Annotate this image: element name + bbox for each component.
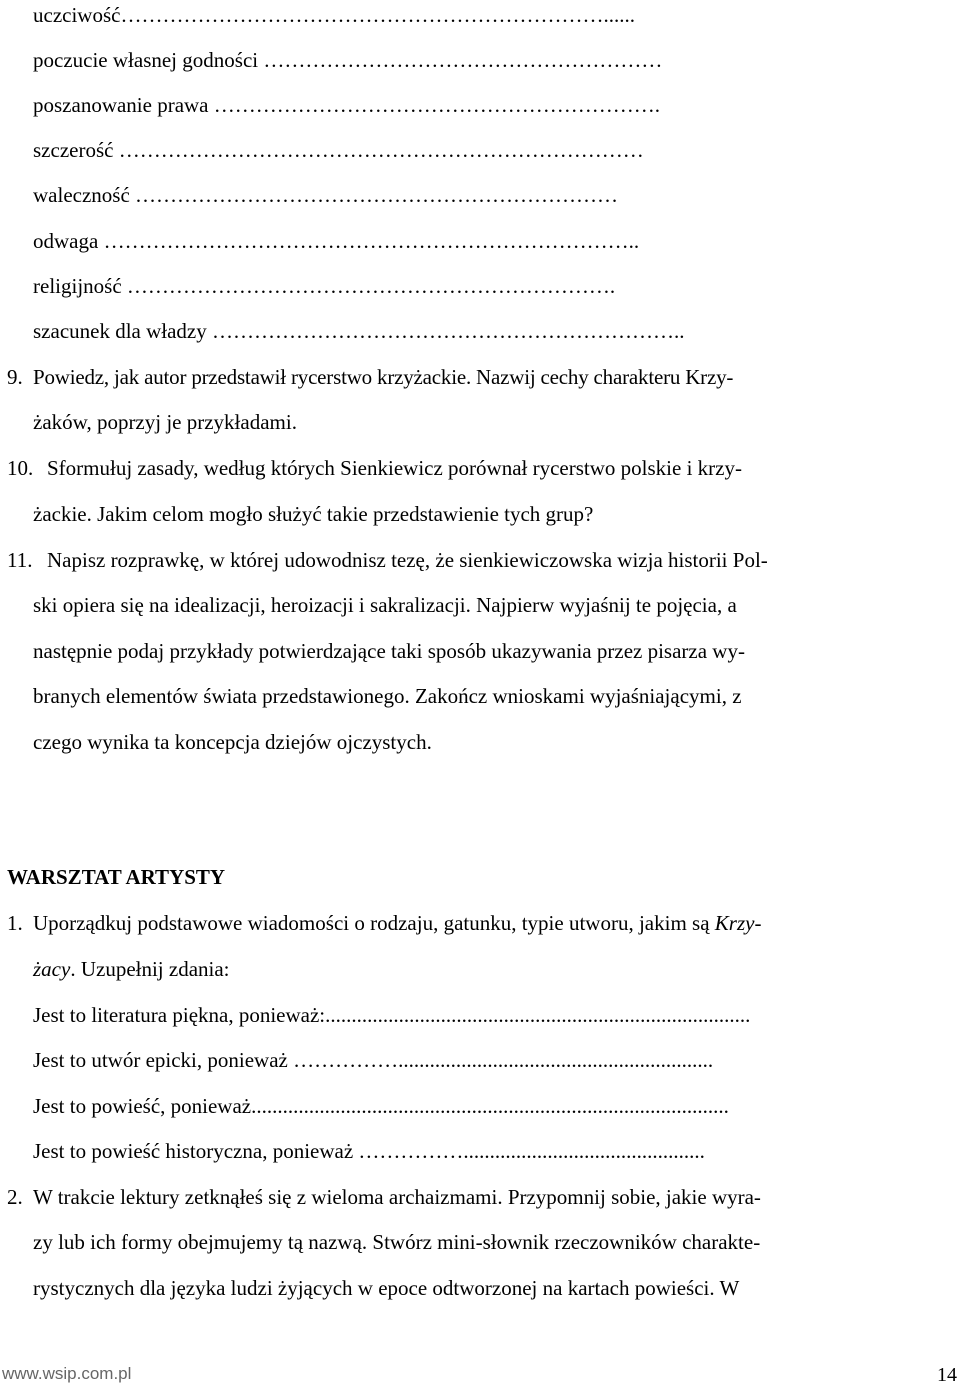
task-2-line: rystycznych dla języka ludzi żyjących w epoce odtworzonej na kartach powieści. W [33,1276,740,1300]
task-1-line: żacy. Uzupełnij zdania: [33,957,230,981]
question-11-line: ski opiera się na idealizacji, heroizacji i sakralizacji. Najpierw wyjaśnij te pojęcia, a [33,593,737,617]
list-item: uczciwość……………………………………………………………...... [33,3,635,27]
list-item: poczucie własnej godności ………………………………………………… [33,48,663,72]
fill-in-sentence: Jest to powieść historyczna, ponieważ …………….............................................. [33,1139,705,1163]
fill-in-sentence: Jest to powieść, ponieważ........................................................................................... [33,1094,729,1118]
task-2-line: zy lub ich formy obejmujemy tą nazwą. Stwórz mini-słownik rzeczowników charakte- [33,1230,761,1254]
list-item: szacunek dla władzy ………………………………………………………….. [33,319,685,343]
fill-in-sentence: Jest to literatura piękna, ponieważ:................................................................................. [33,1003,751,1027]
section-heading: WARSZTAT ARTYSTY [7,865,226,889]
question-10-number: 10. [7,456,34,480]
question-9-line: Powiedz, jak autor przedstawił rycerstwo krzyżackie. Nazwij cechy charakteru Krzy- [33,365,734,389]
question-9-line: żaków, poprzyj je przykładami. [33,410,297,434]
question-11-number: 11. [7,548,33,572]
question-10-line: żackie. Jakim celom mogło służyć takie przedstawienie tych grup? [33,502,594,526]
list-item: poszanowanie prawa ………………………………………………………. [33,93,661,117]
task-2-line: W trakcie lektury zetknąłeś się z wieloma archaizmami. Przypomnij sobie, jakie wyra- [33,1185,761,1209]
question-9-number: 9. [7,365,23,389]
question-11-line: czego wynika ta koncepcja dziejów ojczystych. [33,730,432,754]
task-2-number: 2. [7,1185,23,1209]
question-11-line: branych elementów świata przedstawionego. Zakończ wnioskami wyjaśniającymi, z [33,684,742,708]
list-item: odwaga ………………………………………………………………….. [33,229,640,253]
list-item: waleczność …………………………………………………………… [33,183,619,207]
question-11-line: następnie podaj przykłady potwierdzające taki sposób ukazywania przez pisarza wy- [33,639,745,663]
list-item: religijność ……………………………………………………………. [33,274,616,298]
task-1-number: 1. [7,911,23,935]
list-item: szczerość ………………………………………………………………… [33,138,644,162]
question-11-line: Napisz rozprawkę, w której udowodnisz tezę, że sienkiewiczowska wizja historii Pol- [47,548,768,572]
book-title: Krzy- [714,911,762,935]
question-10-line: Sformułuj zasady, według których Sienkiewicz porównał rycerstwo polskie i krzy- [47,456,742,480]
fill-in-sentence: Jest to utwór epicki, ponieważ ……………............................................................ [33,1048,714,1072]
page-number: 14 [937,1364,957,1386]
book-title: żacy [33,957,71,981]
task-1-line: Uporządkuj podstawowe wiadomości o rodzaju, gatunku, typie utworu, jakim są Krzy- [33,911,762,935]
footer-url: www.wsip.com.pl [2,1364,132,1383]
